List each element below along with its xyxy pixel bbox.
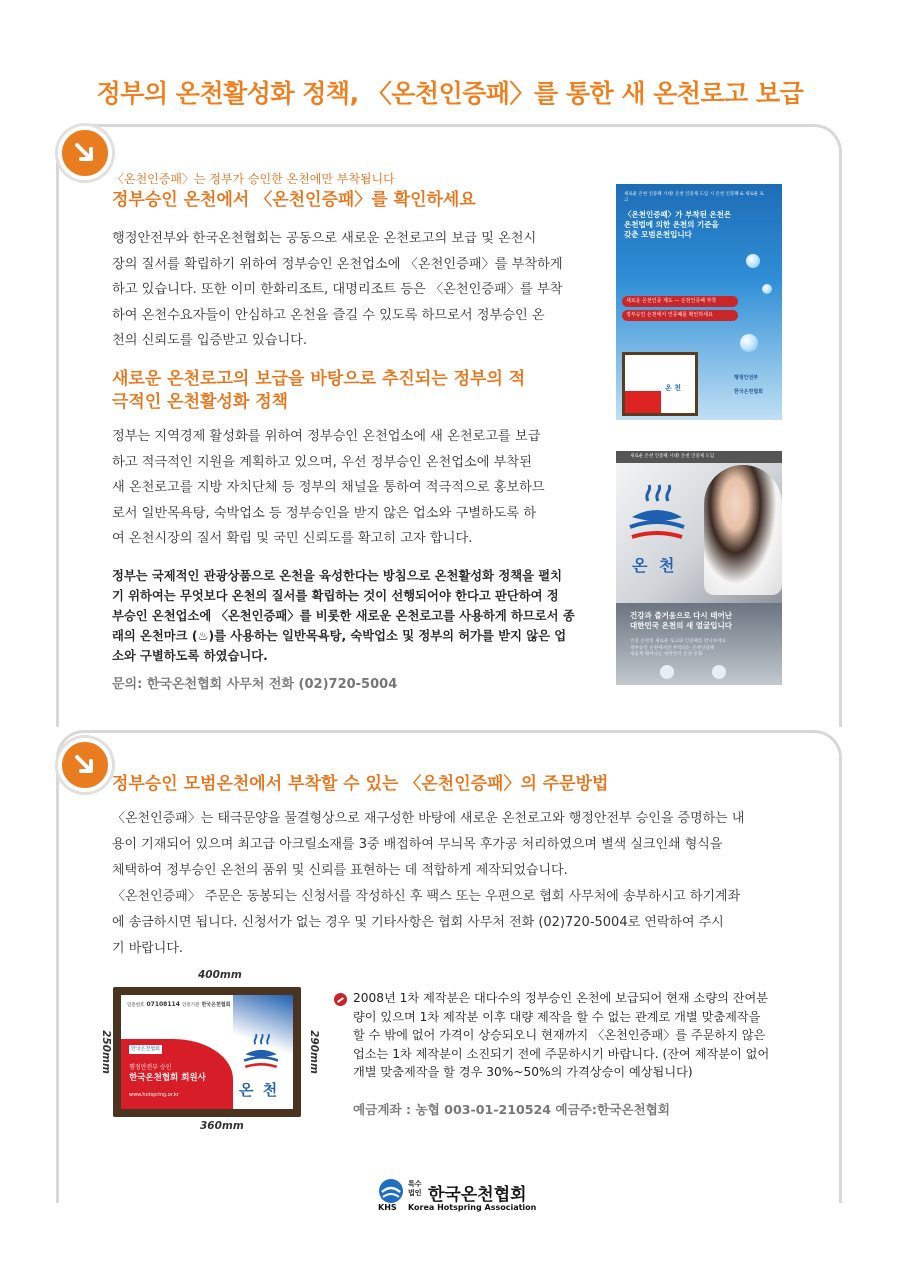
text-line: 에 송금하시면 됩니다. 신청서가 없는 경우 및 기타사항은 협회 사무처 전화 (02)720-5004로 연락하여 주시 [112,915,724,930]
poster2-headline [630,611,770,631]
plaque-issuer: 한국온천협회 [201,1002,231,1008]
plaque-line2: 한국온천협회 회원사 [129,1073,206,1083]
certification-plaque-image [113,987,301,1117]
body-line: 인증 온천의 새로운 로고와 인증패를 만나보세요 [630,639,727,644]
poster1-org1: 행정안전부 [734,375,759,381]
text-line: 여 온천시장의 질서 확립 및 국민 신뢰도를 확고히 고자 합니다. [112,531,473,546]
poster1-band: 새로운 온천인증 제도 — 온천인증패 부착 [622,296,738,307]
headline-line: 〈온천인증패〉가 부착된 온천은 [624,210,732,219]
note-line: 2008년 1차 제작분은 대다수의 정부승인 온천에 보급되어 현재 소량의 잔여분 [353,991,769,1005]
text-line: 체택하여 정부승인 온천의 품위 및 신뢰를 표현하는 데 적합하게 제작되었습니다. [112,863,568,878]
section2-panel [56,730,842,1203]
poster-image-2 [616,451,782,685]
text-line: 행정안전부와 한국온천협회는 공동으로 새로운 온천로고의 보급 및 온천시 [112,231,537,246]
text-line: 래의 온천마크 (♨)를 사용하는 일반목욕탕, 숙박업소 및 정부의 허가를 받지 않은 업 [112,629,567,643]
contact-info: 문의: 한국온천협회 사무처 전화 (02)720-5004 [112,677,398,692]
heading-line: 극적인 온천활성화 정책 [112,392,289,412]
dimension-top: 400mm [198,969,242,981]
section1-heading: 정부승인 온천에서 〈온천인증패〉를 확인하세요 [112,190,476,210]
onchun-logo [622,483,692,593]
arrow-down-right-icon [58,738,112,792]
section1-kicker: 〈온천인증패〉는 정부가 승인한 온천에만 부착됩니다 [112,172,395,186]
hotspring-logo-icon [622,483,692,547]
text-line: 〈온천인증패〉 주문은 동봉되는 신청서를 작성하신 후 팩스 또는 우편으로 협회 사무처에 송부하시고 하기계좌 [112,889,741,904]
plaque-word: 온 천 [239,1081,280,1099]
text-line: 〈온천인증패〉는 태극문양을 물결형상으로 재구성한 바탕에 새로운 온천로고와 행정안전부 승인을 증명하는 내 [112,811,745,826]
text-line: 새 온천로고를 지방 자치단체 등 정부의 채널을 통하여 적극적으로 홍보하므 [112,480,545,495]
text-line: 부승인 온천업소에 〈온천인증패〉를 비롯한 새로운 온천로고를 사용하게 하므로서 종 [112,609,575,623]
headline-line: 대한민국 온천의 새 얼굴입니다 [630,621,733,630]
text-line: 기 위하여는 무엇보다 온천의 질서를 확립하는 것이 선행되어야 한다고 판단하여 정 [112,589,559,603]
logo-word: 온 천 [632,556,678,575]
page-title: 정부의 온천활성화 정책, 〈온천인증패〉를 통한 새 온천로고 보급 [96,79,804,108]
headline-line: 건강과 즐거움으로 다시 태어난 [630,611,733,620]
water-drop-icon [740,334,758,352]
section2-paragraph [112,806,788,962]
footer-logo [378,1176,538,1216]
text-line: 천의 신뢰도를 입증받고 있습니다. [112,333,308,348]
order-note [353,989,793,1082]
plaque-number-label: 인증번호 [127,1003,145,1008]
plaque-issuer-label: 인증기관 [181,1003,200,1008]
poster2-body [630,639,770,659]
poster2-lower [616,603,782,685]
plaque-number: 07108114 [146,1001,180,1008]
plaque-line1: 행정안전부 승인 [129,1064,172,1071]
poster1-top-text: 새로운 온천 인증패 시대! 온천 인증제 도입 시 온천 인증패 & 새로운 로고 [624,192,764,203]
text-line: 용이 기재되어 있으며 최고급 아크릴소재를 3중 배접하여 무늬목 후가공 처리하였으며 별색 실크인쇄 형식을 [112,837,723,852]
footer-org-name: 한국온천협회 [428,1185,527,1205]
hotspring-logo-icon [239,1031,283,1075]
bank-account: 예금계좌 : 농협 003-01-210524 예금주:한국온천협회 [353,1102,670,1117]
text-line: 정부는 국제적인 관광상품으로 온천을 육성한다는 방침으로 온천활성화 정책을 펼치 [112,569,563,583]
poster2-top-band [616,451,782,463]
poster1-band: 정부승인 온천에서 인증패를 확인하세요 [622,310,738,321]
text-line: 정부는 지역경제 활성화를 위하여 정부승인 온천업소에 새 온천로고를 보급 [112,429,541,444]
khs-logo-icon [378,1178,404,1204]
text-line: 로서 일반목욕탕, 숙박업소 등 정부승인을 받지 않은 업소와 구별하도록 하 [112,505,537,521]
section1-paragraph2 [112,424,579,552]
special-line: 법인 [408,1189,422,1197]
plaque-org-tag: 한국온천협회 [131,1046,160,1052]
text-line: 하고 적극적인 지원을 계획하고 있으며, 우선 정부승인 온천업소에 부착된 [112,454,532,470]
section2-heading: 정부승인 모범온천에서 부착할 수 있는 〈온천인증패〉의 주문방법 [112,774,609,794]
plaque-face [121,995,293,1109]
arrow-down-right-icon [58,126,112,180]
note-line: 량이 있으며 1차 제작분 이후 대량 제작을 할 수 없는 관계로 개별 맞춤제작을 [353,1009,761,1024]
plaque-url: www.hotspring.or.kr [129,1092,179,1098]
headline-line: 온천법에 의한 온천의 기준을 [624,220,719,229]
poster1-org2: 한국온천협회 [734,389,763,395]
section1-heading2 [112,368,582,414]
poster-image-1 [616,184,782,420]
plaque-thumbnail [622,352,698,416]
plaque-number-row [127,1001,230,1008]
text-line: 하고 있습니다. 또한 이미 한화리조트, 대명리조트 등은 〈온천인증패〉를 부착 [112,282,563,297]
body-line: 새롭게 태어나는 대한민국 온천 문화 [630,652,703,657]
water-drop-icon [746,254,760,268]
dimension-bottom: 360mm [200,1120,244,1132]
footer-special-label [408,1180,422,1198]
footer-abbr: KHS [378,1203,397,1212]
section1-bold-paragraph [112,566,579,666]
dimension-right: 290mm [307,1030,320,1074]
note-bullet-icon [334,993,347,1006]
headline-line: 갖춘 모범온천입니다 [624,230,692,239]
plaque-red-block [121,1039,233,1109]
poster1-headline [624,210,744,240]
water-drop-icon [762,284,772,294]
dimension-left: 250mm [99,1030,112,1074]
plaque-red-area [625,391,661,413]
text-line: 기 바랍니다. [112,941,184,956]
body-line: 정부승인 온천에서만 부착되는 온천인증패 [630,645,715,651]
heading-line: 새로운 온천로고의 보급을 바탕으로 추진되는 정부의 적 [112,369,526,389]
text-line: 소와 구별하도록 하였습니다. [112,649,268,663]
note-line: 개별 맞춤제작을 할 경우 30%~50%의 가격상승이 예상됩니다) [353,1065,693,1079]
poster2-top-text: 새로운 온천 인증패 시대! 온천 인증제 도입 [630,454,715,459]
note-line: 업소는 1차 제작분이 소진되기 전에 주문하시기 바랍니다. (잔여 제작분이 없어 [353,1046,770,1061]
note-line: 할 수 밖에 없어 가격이 상승되오니 현재까지 〈온천인증패〉를 주문하지 않은 [353,1028,766,1042]
text-line: 장의 질서를 확립하기 위하여 정부승인 온천업소에 〈온천인증패〉를 부착하게 [112,256,563,272]
plaque-word: 온 천 [665,384,681,392]
section1-paragraph1 [112,226,579,354]
emblem-icon [660,665,674,679]
model-photo [704,465,782,595]
text-line: 하여 온천수요자들이 안심하고 온천을 즐길 수 있도록 하므로서 정부승인 온 [112,307,545,323]
special-line: 특수 [408,1180,422,1188]
emblem-icon [712,665,726,679]
footer-english-name: Korea Hotspring Association [408,1203,537,1212]
